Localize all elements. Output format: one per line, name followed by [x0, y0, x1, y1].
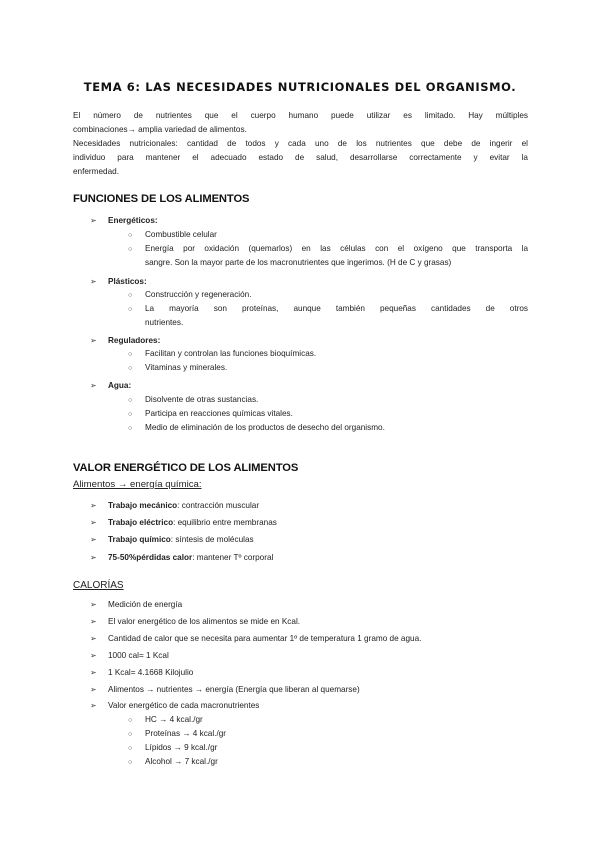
- sub-list-item: [128, 755, 528, 770]
- item-text: Participa en reacciones químicas vitales.: [145, 409, 293, 418]
- list-item: [90, 699, 530, 713]
- item-text: sangre. Son la mayor parte de los macronutrientes que ingerimos. (H de C y grasas): [145, 257, 452, 267]
- item-text: : síntesis de moléculas: [170, 535, 254, 544]
- circle-bullet-icon: ○: [128, 397, 133, 404]
- arrow-bullet-icon: ➢: [90, 518, 97, 527]
- circle-bullet-icon: ○: [128, 292, 133, 299]
- list-item: [90, 551, 530, 565]
- circle-bullet-icon: ○: [128, 759, 133, 766]
- sub-list-item: [128, 741, 528, 756]
- intro-p2-line2: individuo para mantener el adecuado estado de salud, desarrollarse correctamente y evitar la: [73, 153, 528, 163]
- intro-p1-line2: combinaciones→ amplia variedad de alimentos.: [73, 125, 247, 135]
- item-text: nutrientes.: [145, 317, 184, 327]
- sub-list-item: [128, 727, 528, 742]
- intro-paragraph-2: [73, 137, 528, 180]
- item-text: Medio de eliminación de los productos de desecho del organismo.: [145, 423, 385, 432]
- intro-paragraph-1: [73, 109, 528, 137]
- arrow-bullet-icon: ➢: [90, 216, 97, 225]
- section-heading-calorias: CALORÍAS: [73, 580, 124, 591]
- item-text: Energía por oxidación (quemarlos) en las células con el oxígeno que transporta la: [145, 244, 528, 253]
- item-text: Alcohol → 7 kcal./gr: [145, 757, 218, 766]
- list-item: [90, 666, 530, 680]
- item-text: 1 Kcal= 4.1668 Kilojulio: [108, 668, 194, 677]
- arrow-bullet-icon: ➢: [90, 701, 97, 710]
- item-text: El valor energético de los alimentos se mide en Kcal.: [108, 617, 301, 626]
- item-label: 75-50%pérdidas calor: [108, 553, 193, 562]
- item-text: : equilibrio entre membranas: [173, 518, 277, 527]
- sub-list-item: [128, 347, 528, 362]
- item-text: Cantidad de calor que se necesita para aumentar 1º de temperatura 1 gramo de agua.: [108, 634, 422, 643]
- list-item: [90, 533, 530, 547]
- item-text: Disolvente de otras sustancias.: [145, 395, 259, 404]
- list-item: [90, 615, 530, 629]
- item-text: 1000 cal= 1 Kcal: [108, 651, 169, 660]
- arrow-bullet-icon: ➢: [90, 685, 97, 694]
- item-label: Trabajo químico: [108, 535, 171, 544]
- intro-p1-line1: El número de nutrientes que el cuerpo humano puede utilizar es limitado. Hay múltiples: [73, 111, 528, 120]
- sub-list-item: [128, 407, 528, 422]
- item-text: La mayoría son proteínas, aunque también pequeñas cantidades de otros: [145, 304, 528, 313]
- arrow-bullet-icon: ➢: [90, 381, 97, 390]
- circle-bullet-icon: ○: [128, 745, 133, 752]
- arrow-bullet-icon: ➢: [90, 277, 97, 286]
- list-item: [90, 379, 530, 393]
- intro-p2-line1: Necesidades nutricionales: cantidad de todos y cada uno de los nutrientes que debe de ingerir el: [73, 139, 528, 148]
- arrow-bullet-icon: ➢: [90, 651, 97, 660]
- item-text: Valor energético de cada macronutrientes: [108, 701, 260, 710]
- item-label: Agua:: [108, 381, 132, 390]
- arrow-bullet-icon: ➢: [90, 336, 97, 345]
- list-item: [90, 598, 530, 612]
- item-text: Medición de energía: [108, 600, 183, 609]
- circle-bullet-icon: ○: [128, 731, 133, 738]
- item-text: Construcción y regeneración.: [145, 290, 252, 299]
- item-label: Plásticos:: [108, 277, 147, 286]
- circle-bullet-icon: ○: [128, 306, 133, 313]
- circle-bullet-icon: ○: [128, 365, 133, 372]
- item-label: Energéticos:: [108, 216, 158, 225]
- sub-list-item: [128, 361, 528, 376]
- item-text: HC → 4 kcal./gr: [145, 715, 203, 724]
- item-text: : contracción muscular: [177, 501, 260, 510]
- circle-bullet-icon: ○: [128, 351, 133, 358]
- item-text: Combustible celular: [145, 230, 217, 239]
- arrow-bullet-icon: ➢: [90, 668, 97, 677]
- intro-p2-line3: enfermedad.: [73, 167, 119, 177]
- item-text: Vitaminas y minerales.: [145, 363, 228, 372]
- sub-list-item-text: [145, 242, 528, 269]
- list-item: [90, 632, 530, 646]
- list-item: [90, 499, 530, 513]
- arrow-bullet-icon: ➢: [90, 535, 97, 544]
- item-label: Trabajo mecánico: [108, 501, 178, 510]
- item-label: Trabajo eléctrico: [108, 518, 174, 527]
- circle-bullet-icon: ○: [128, 425, 133, 432]
- sub-list-item: [128, 421, 528, 436]
- list-item: [90, 683, 530, 697]
- list-item: [90, 334, 530, 348]
- arrow-bullet-icon: ➢: [90, 634, 97, 643]
- circle-bullet-icon: ○: [128, 232, 133, 239]
- sub-list-item: [128, 393, 528, 408]
- arrow-bullet-icon: ➢: [90, 600, 97, 609]
- page-title: TEMA 6: LAS NECESIDADES NUTRICIONALES DEL ORGANISMO.: [83, 80, 517, 94]
- item-text: Alimentos → nutrientes → energía (Energía que liberan al quemarse): [108, 685, 360, 694]
- item-label: Reguladores:: [108, 336, 161, 345]
- section-heading-funciones: FUNCIONES DE LOS ALIMENTOS: [73, 193, 250, 205]
- list-item: [90, 214, 530, 228]
- list-item: [90, 275, 530, 289]
- sub-list-item: [128, 713, 528, 728]
- item-text: Proteínas → 4 kcal./gr: [145, 729, 226, 738]
- circle-bullet-icon: ○: [128, 717, 133, 724]
- arrow-bullet-icon: ➢: [90, 501, 97, 510]
- circle-bullet-icon: ○: [128, 246, 133, 253]
- item-text: : mantener Tº corporal: [192, 553, 274, 562]
- arrow-bullet-icon: ➢: [90, 617, 97, 626]
- list-item: [90, 516, 530, 530]
- sub-list-item-text: [145, 302, 528, 329]
- sub-list-item: [128, 288, 528, 303]
- arrow-bullet-icon: ➢: [90, 553, 97, 562]
- subheading-alimentos: Alimentos → energía química:: [73, 479, 202, 490]
- item-text: Facilitan y controlan las funciones bioquímicas.: [145, 349, 317, 358]
- list-item: [90, 649, 530, 663]
- circle-bullet-icon: ○: [128, 411, 133, 418]
- section-heading-valor: VALOR ENERGÉTICO DE LOS ALIMENTOS: [73, 462, 299, 474]
- sub-list-item: [128, 228, 528, 243]
- item-text: Lípidos → 9 kcal./gr: [145, 743, 218, 752]
